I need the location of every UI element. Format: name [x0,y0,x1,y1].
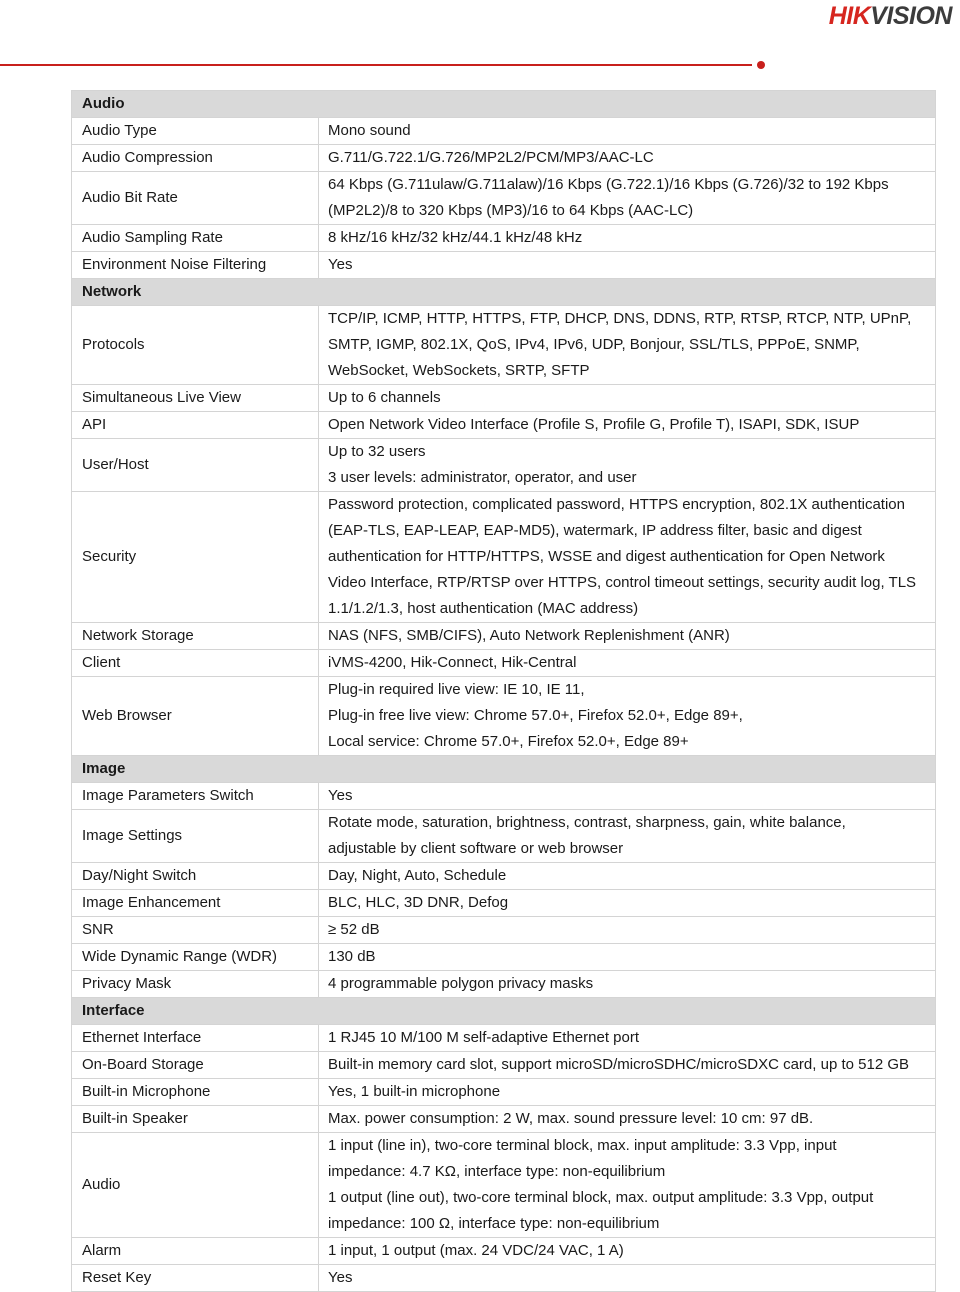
section-header-row [72,279,936,306]
spec-value-line: Yes [328,1269,353,1286]
spec-value-line: impedance: 4.7 KΩ, interface type: non-equilibrium [328,1163,666,1180]
spec-value-line: 1 output (line out), two-core terminal block, max. output amplitude: 3.3 Vpp, output [328,1189,874,1206]
section-title: Image [72,756,936,783]
spec-row [72,944,936,971]
spec-value [319,917,936,944]
spec-value-line: ≥ 52 dB [328,921,380,938]
spec-label: Audio Type [72,118,319,145]
spec-value-line: Open Network Video Interface (Profile S, Profile G, Profile T), ISAPI, SDK, ISUP [328,416,860,433]
spec-label: API [72,412,319,439]
spec-value [319,492,936,623]
spec-value-line: 1 input, 1 output (max. 24 VDC/24 VAC, 1 A) [328,1242,624,1259]
spec-value [319,385,936,412]
spec-value-line: Video Interface, RTP/RTSP over HTTPS, control timeout settings, security audit log, TLS [328,574,917,591]
spec-label: Audio [72,1133,319,1238]
spec-label: Image Parameters Switch [72,783,319,810]
spec-value [319,306,936,385]
spec-row [72,1052,936,1079]
spec-label: Image Settings [72,810,319,863]
spec-value-line: (EAP-TLS, EAP-LEAP, EAP-MD5), watermark, IP address filter, basic and digest [328,522,862,539]
spec-row [72,783,936,810]
spec-row [72,385,936,412]
spec-value [319,412,936,439]
spec-label: Network Storage [72,623,319,650]
spec-row [72,439,936,492]
spec-value [319,623,936,650]
spec-row [72,890,936,917]
spec-label: Client [72,650,319,677]
spec-row [72,677,936,756]
spec-value-line: WebSocket, WebSockets, SRTP, SFTP [328,362,590,379]
spec-value-line: BLC, HLC, 3D DNR, Defog [328,894,509,911]
spec-value-line: Day, Night, Auto, Schedule [328,867,507,884]
spec-value [319,971,936,998]
spec-row [72,1079,936,1106]
spec-row [72,810,936,863]
logo-vision-text: VISION [870,2,952,30]
spec-table-body [72,91,936,1292]
spec-value [319,1079,936,1106]
spec-value-line: Rotate mode, saturation, brightness, contrast, sharpness, gain, white balance, [328,814,846,831]
spec-value-line: Yes [328,256,353,273]
spec-value [319,944,936,971]
spec-row [72,863,936,890]
spec-row [72,917,936,944]
spec-label: Day/Night Switch [72,863,319,890]
spec-value [319,118,936,145]
spec-label: Privacy Mask [72,971,319,998]
spec-label: Wide Dynamic Range (WDR) [72,944,319,971]
spec-value-line: Plug-in free live view: Chrome 57.0+, Firefox 52.0+, Edge 89+, [328,707,743,724]
header-rule-dot [757,61,765,69]
spec-label: On-Board Storage [72,1052,319,1079]
spec-value-line: 4 programmable polygon privacy masks [328,975,594,992]
spec-value-line: Max. power consumption: 2 W, max. sound pressure level: 10 cm: 97 dB. [328,1110,814,1127]
spec-value [319,439,936,492]
spec-value-line: Up to 6 channels [328,389,441,406]
section-header-row [72,756,936,783]
logo-hik-text: HIK [828,2,871,30]
spec-value [319,1106,936,1133]
spec-value [319,783,936,810]
spec-row [72,1238,936,1265]
spec-value-line: adjustable by client software or web browser [328,840,624,857]
spec-value-line: 64 Kbps (G.711ulaw/G.711alaw)/16 Kbps (G.722.1)/16 Kbps (G.726)/32 to 192 Kbps [328,176,889,193]
spec-row [72,118,936,145]
spec-value [319,252,936,279]
spec-row [72,225,936,252]
spec-label: Audio Compression [72,145,319,172]
spec-row [72,1133,936,1238]
spec-label: Ethernet Interface [72,1025,319,1052]
spec-label: Image Enhancement [72,890,319,917]
spec-row [72,971,936,998]
spec-value [319,890,936,917]
spec-value [319,810,936,863]
spec-value [319,1133,936,1238]
spec-row [72,623,936,650]
spec-value [319,1025,936,1052]
spec-value-line: Password protection, complicated password, HTTPS encryption, 802.1X authentication [328,496,905,513]
spec-label: Built-in Speaker [72,1106,319,1133]
spec-value-line: Plug-in required live view: IE 10, IE 11, [328,681,585,698]
section-title: Interface [72,998,936,1025]
spec-row [72,172,936,225]
spec-table [71,90,936,1292]
spec-value-line: Yes, 1 built-in microphone [328,1083,501,1100]
spec-value-line: 1 RJ45 10 M/100 M self-adaptive Ethernet port [328,1029,640,1046]
spec-row [72,412,936,439]
spec-value-line: 3 user levels: administrator, operator, and user [328,469,637,486]
spec-value [319,225,936,252]
spec-row [72,252,936,279]
spec-value-line: TCP/IP, ICMP, HTTP, HTTPS, FTP, DHCP, DNS, DDNS, RTP, RTSP, RTCP, NTP, UPnP, [328,310,912,327]
spec-label: Alarm [72,1238,319,1265]
spec-value-line: Built-in memory card slot, support microSD/microSDHC/microSDXC card, up to 512 GB [328,1056,910,1073]
spec-value-line: (MP2L2)/8 to 320 Kbps (MP3)/16 to 64 Kbps (AAC-LC) [328,202,694,219]
spec-row [72,1025,936,1052]
section-header-row [72,998,936,1025]
spec-value [319,145,936,172]
spec-label: User/Host [72,439,319,492]
spec-label: SNR [72,917,319,944]
spec-row [72,1106,936,1133]
spec-value-line: 8 kHz/16 kHz/32 kHz/44.1 kHz/48 kHz [328,229,583,246]
spec-value [319,863,936,890]
spec-value-line: SMTP, IGMP, 802.1X, QoS, IPv4, IPv6, UDP, Bonjour, SSL/TLS, PPPoE, SNMP, [328,336,860,353]
spec-value-line: Local service: Chrome 57.0+, Firefox 52.0+, Edge 89+ [328,733,689,750]
spec-value-line: Mono sound [328,122,411,139]
spec-label: Built-in Microphone [72,1079,319,1106]
spec-label: Environment Noise Filtering [72,252,319,279]
spec-row [72,145,936,172]
spec-value-line: Yes [328,787,353,804]
spec-label: Protocols [72,306,319,385]
spec-value-line: authentication for HTTP/HTTPS, WSSE and digest authentication for Open Network [328,548,885,565]
section-title: Audio [72,91,936,118]
spec-value [319,650,936,677]
spec-value-line: Up to 32 users [328,443,426,460]
section-header-row [72,91,936,118]
hikvision-logo [829,2,952,31]
spec-label: Reset Key [72,1265,319,1292]
spec-value-line: G.711/G.722.1/G.726/MP2L2/PCM/MP3/AAC-LC [328,149,654,166]
header-rule [0,64,752,66]
spec-row [72,1265,936,1292]
spec-value [319,172,936,225]
spec-label: Audio Bit Rate [72,172,319,225]
spec-value [319,1052,936,1079]
section-title: Network [72,279,936,306]
spec-value-line: 130 dB [328,948,376,965]
spec-label: Security [72,492,319,623]
spec-value-line: iVMS-4200, Hik-Connect, Hik-Central [328,654,577,671]
spec-row [72,306,936,385]
spec-value [319,1265,936,1292]
spec-label: Web Browser [72,677,319,756]
spec-value-line: NAS (NFS, SMB/CIFS), Auto Network Replenishment (ANR) [328,627,730,644]
spec-value-line: 1.1/1.2/1.3, host authentication (MAC address) [328,600,639,617]
spec-row [72,650,936,677]
spec-label: Simultaneous Live View [72,385,319,412]
spec-value-line: 1 input (line in), two-core terminal block, max. input amplitude: 3.3 Vpp, input [328,1137,837,1154]
spec-value [319,1238,936,1265]
spec-value-line: impedance: 100 Ω, interface type: non-equilibrium [328,1215,660,1232]
spec-value [319,677,936,756]
spec-row [72,492,936,623]
spec-label: Audio Sampling Rate [72,225,319,252]
